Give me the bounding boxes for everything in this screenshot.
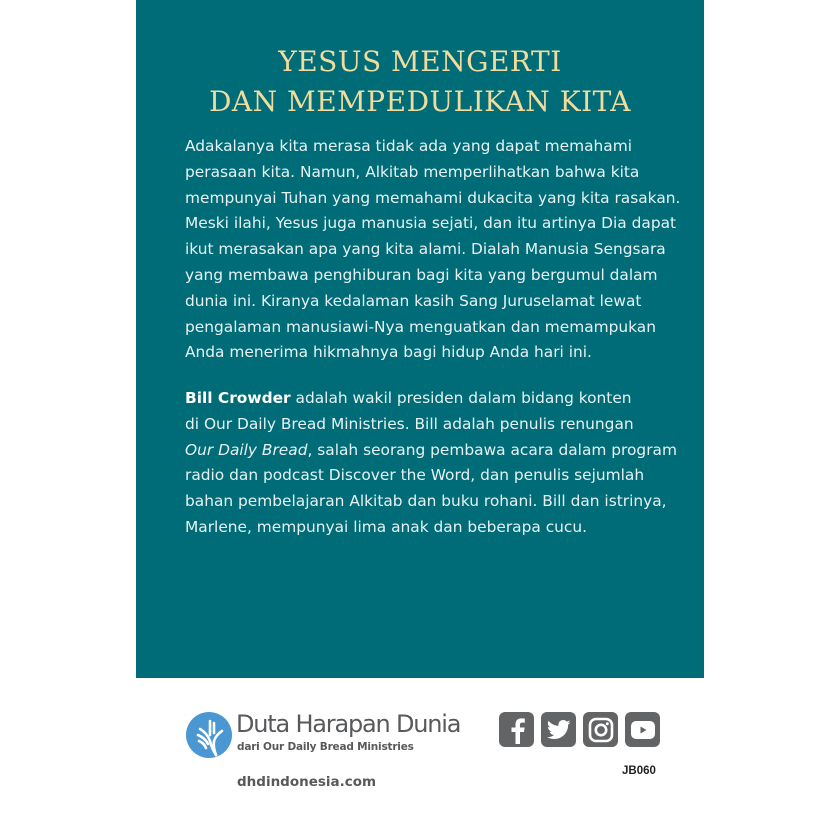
description-line: Anda menerima hikmahnya bagi hidup Anda hari ini.	[185, 343, 592, 362]
bio-text: , salah seorang pembawa acara dalam program	[307, 440, 677, 459]
social-icons	[499, 712, 660, 747]
description-line: yang membawa penghiburan bagi kita yang bergumul dalam	[185, 265, 658, 284]
description-line: pengalaman manusiawi-Nya menguatkan dan memampukan	[185, 317, 656, 336]
bio-line: bahan pembelajaran Alkitab dan buku rohani. Bill dan istrinya,	[185, 492, 667, 511]
bio-line: Marlene, mempunyai lima anak dan beberapa cucu.	[185, 517, 588, 536]
book-description	[185, 134, 681, 366]
author-name: Bill Crowder	[185, 389, 291, 407]
author-bio	[185, 386, 677, 541]
product-code: JB060	[622, 765, 656, 777]
description-line: dunia ini. Kiranya kedalaman kasih Sang Juruselamat lewat	[185, 291, 642, 310]
facebook-icon[interactable]	[499, 712, 534, 747]
publisher-name: Duta Harapan Dunia	[236, 710, 461, 738]
bio-line	[185, 438, 677, 464]
description-line: mempunyai Tuhan yang memahami dukacita yang kita rasakan.	[185, 188, 681, 207]
bio-line	[185, 386, 665, 412]
title-line-2: DAN MEMPEDULIKAN KITA	[208, 85, 632, 118]
description-line: Adakalanya kita merasa tidak ada yang dapat memahami	[185, 137, 632, 155]
description-line: ikut merasakan apa yang kita alami. Dialah Manusia Sengsara	[185, 240, 666, 259]
bio-line: di Our Daily Bread Ministries. Bill adalah penulis renungan	[185, 414, 634, 433]
wheat-circle-logo-icon	[185, 711, 233, 759]
youtube-icon[interactable]	[625, 712, 660, 747]
title-line-1: YESUS MENGERTI	[278, 45, 562, 78]
instagram-icon[interactable]	[583, 712, 618, 747]
description-line: perasaan kita. Namun, Alkitab memperlihatkan bahwa kita	[185, 162, 640, 181]
back-cover-panel	[136, 0, 704, 678]
bio-line: radio dan podcast Discover the Word, dan penulis sejumlah	[185, 466, 645, 485]
bio-text: adalah wakil presiden dalam bidang konten	[290, 389, 632, 407]
publisher-subtitle: dari Our Daily Bread Ministries	[237, 741, 414, 753]
publication-title: Our Daily Bread	[185, 440, 308, 459]
website-link[interactable]: dhdindonesia.com	[237, 774, 377, 790]
description-line: Meski ilahi, Yesus juga manusia sejati, dan itu artinya Dia dapat	[185, 214, 677, 233]
twitter-icon[interactable]	[541, 712, 576, 747]
book-title	[136, 42, 704, 122]
